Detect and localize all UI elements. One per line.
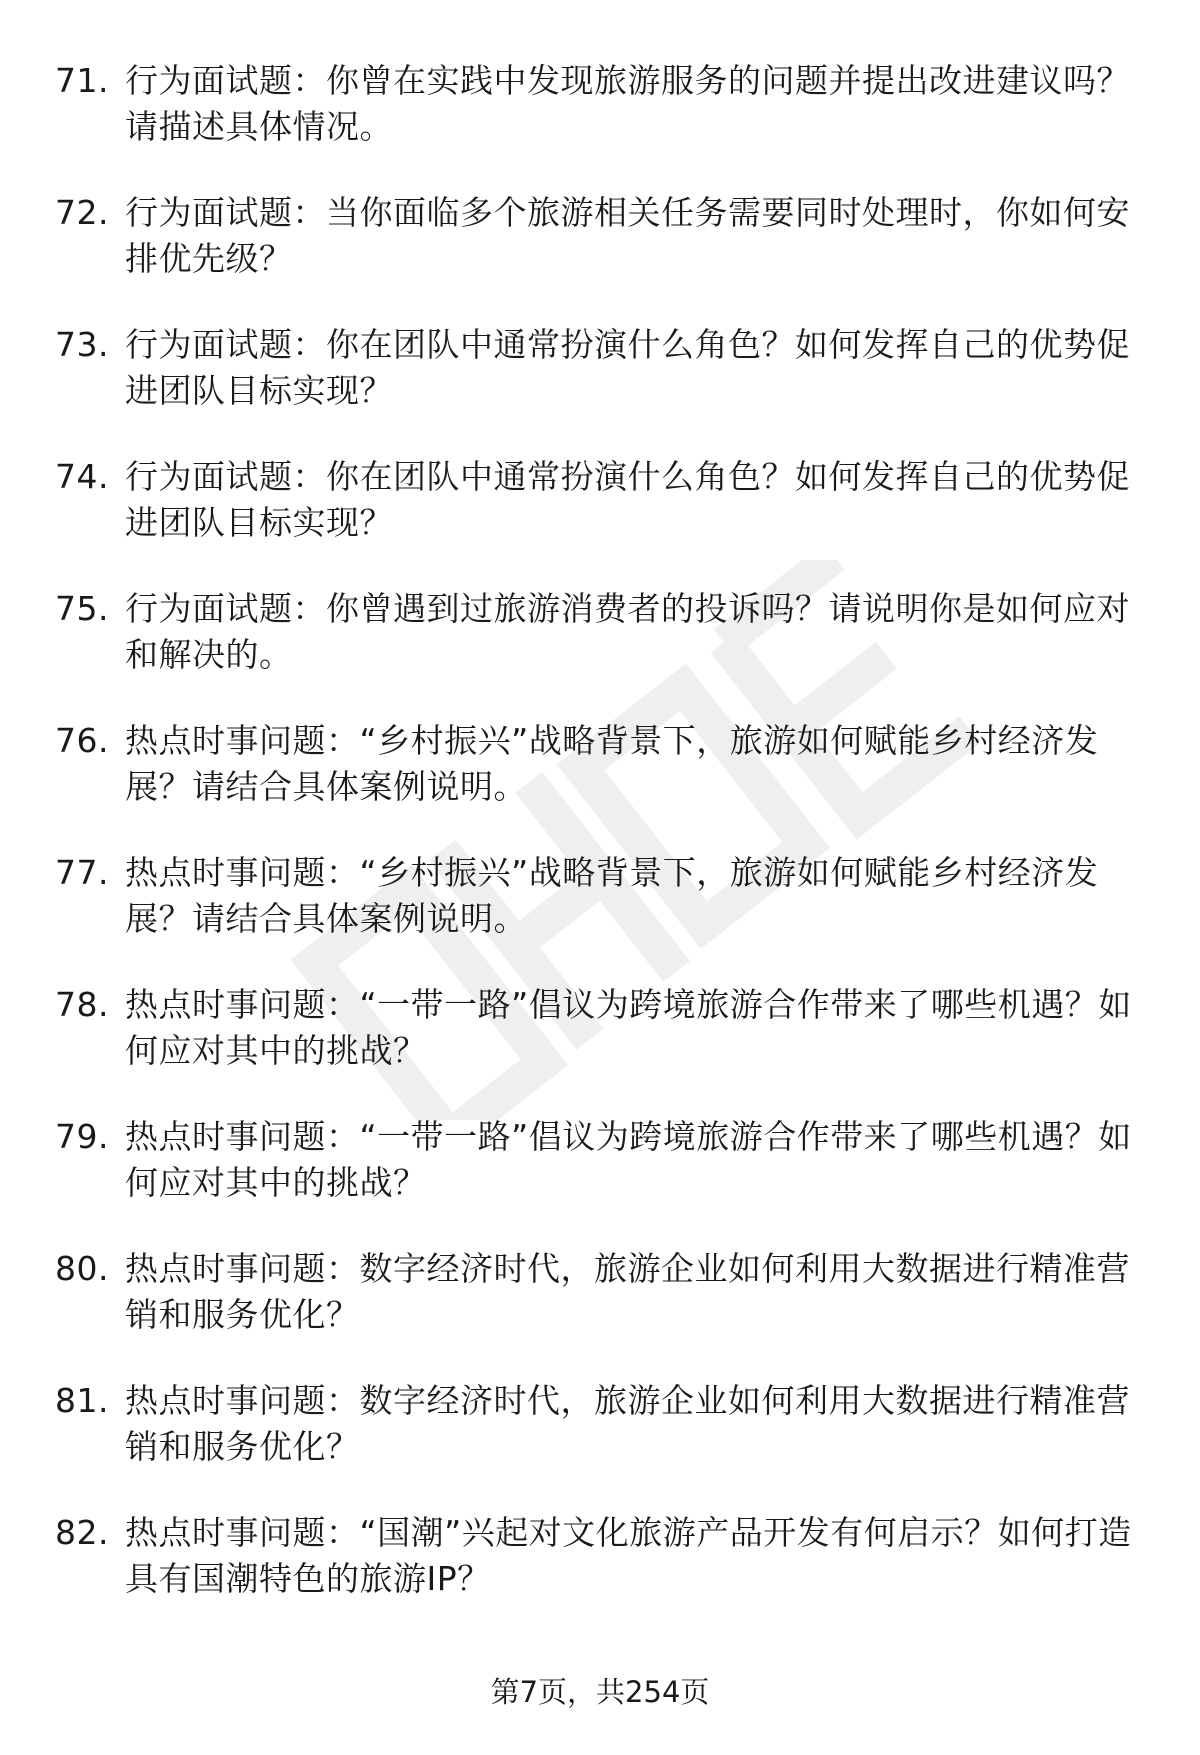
question-number: 74. bbox=[55, 457, 109, 496]
question-text: 热点时事问题：“乡村振兴”战略背景下，旅游如何赋能乡村经济发展？请结合具体案例说明。 bbox=[125, 853, 1099, 938]
question-text: 行为面试题：当你面临多个旅游相关任务需要同时处理时，你如何安排优先级？ bbox=[125, 193, 1130, 278]
list-item bbox=[55, 982, 1145, 1114]
question-text: 热点时事问题：“一带一路”倡议为跨境旅游合作带来了哪些机遇？如何应对其中的挑战？ bbox=[125, 1117, 1132, 1202]
question-number: 73. bbox=[55, 325, 109, 364]
question-text: 行为面试题：你在团队中通常扮演什么角色？如何发挥自己的优势促进团队目标实现？ bbox=[125, 325, 1130, 410]
question-number: 71. bbox=[55, 61, 109, 100]
list-item bbox=[55, 1114, 1145, 1246]
question-number: 76. bbox=[55, 721, 109, 760]
list-item bbox=[55, 1378, 1145, 1510]
question-text: 行为面试题：你曾遇到过旅游消费者的投诉吗？请说明你是如何应对和解决的。 bbox=[125, 589, 1130, 674]
question-number: 77. bbox=[55, 853, 109, 892]
list-item bbox=[55, 322, 1145, 454]
question-text: 热点时事问题：“一带一路”倡议为跨境旅游合作带来了哪些机遇？如何应对其中的挑战？ bbox=[125, 985, 1132, 1070]
question-text: 热点时事问题：“国潮”兴起对文化旅游产品开发有何启示？如何打造具有国潮特色的旅游IP？ bbox=[125, 1513, 1132, 1598]
question-text: 行为面试题：你在团队中通常扮演什么角色？如何发挥自己的优势促进团队目标实现？ bbox=[125, 457, 1130, 542]
question-number: 75. bbox=[55, 589, 109, 628]
question-number: 82. bbox=[55, 1513, 109, 1552]
question-number: 81. bbox=[55, 1381, 109, 1420]
page-number-label: 第7页，共254页 bbox=[490, 1675, 710, 1709]
list-item bbox=[55, 586, 1145, 718]
question-text: 热点时事问题：“乡村振兴”战略背景下，旅游如何赋能乡村经济发展？请结合具体案例说明。 bbox=[125, 721, 1099, 806]
question-number: 80. bbox=[55, 1249, 109, 1288]
question-list bbox=[55, 58, 1145, 1642]
question-number: 79. bbox=[55, 1117, 109, 1156]
list-item bbox=[55, 58, 1145, 190]
list-item bbox=[55, 718, 1145, 850]
list-item bbox=[55, 850, 1145, 982]
question-number: 78. bbox=[55, 985, 109, 1024]
page-footer bbox=[0, 1672, 1200, 1712]
list-item bbox=[55, 1510, 1145, 1642]
question-text: 热点时事问题：数字经济时代，旅游企业如何利用大数据进行精准营销和服务优化？ bbox=[125, 1381, 1130, 1466]
question-text: 热点时事问题：数字经济时代，旅游企业如何利用大数据进行精准营销和服务优化？ bbox=[125, 1249, 1130, 1334]
question-number: 72. bbox=[55, 193, 109, 232]
list-item bbox=[55, 454, 1145, 586]
list-item bbox=[55, 190, 1145, 322]
question-text: 行为面试题：你曾在实践中发现旅游服务的问题并提出改进建议吗？请描述具体情况。 bbox=[125, 61, 1130, 146]
list-item bbox=[55, 1246, 1145, 1378]
